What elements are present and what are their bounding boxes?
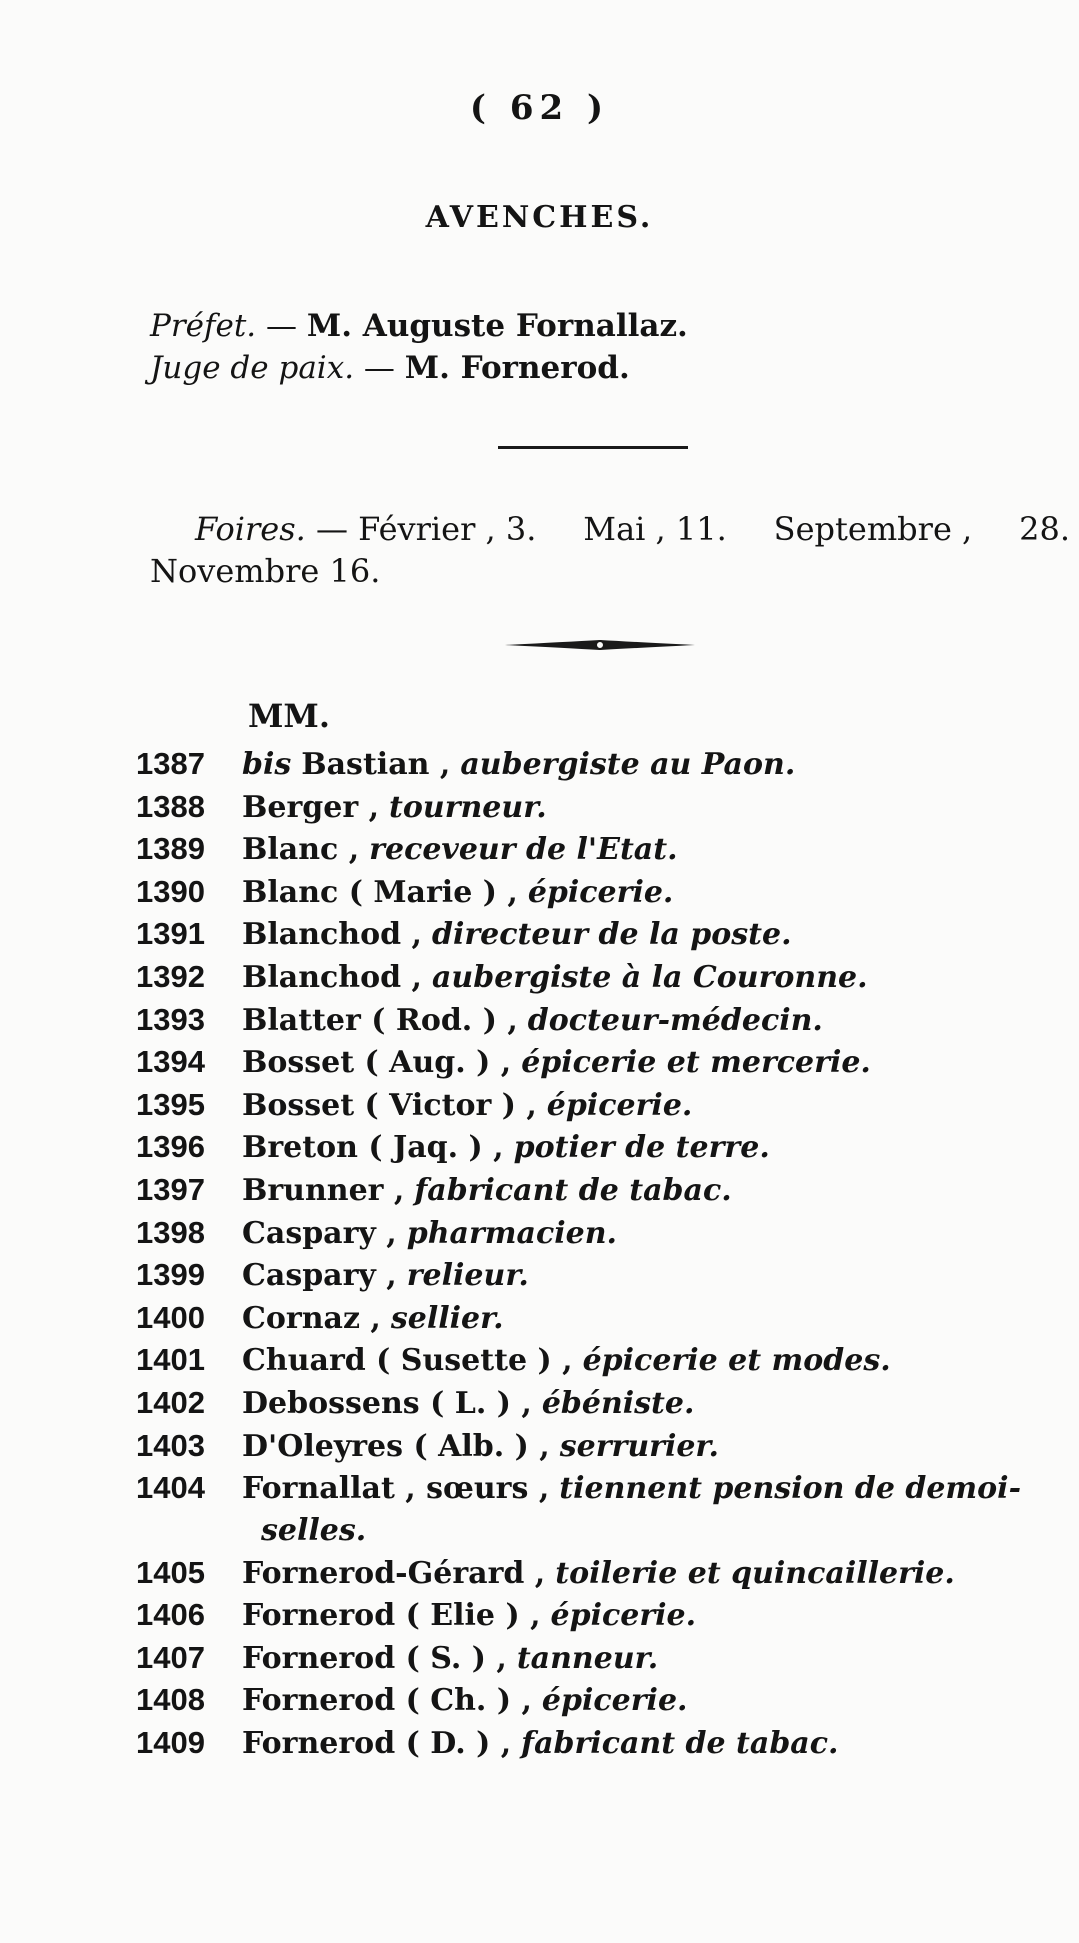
entry-name: Blanc ( Marie ) , <box>242 874 518 910</box>
entry-occupation: aubergiste au Paon. <box>460 747 796 782</box>
list-item <box>136 1342 1071 1385</box>
entry-occupation: aubergiste à la Couronne. <box>431 959 868 995</box>
list-item <box>136 1385 1071 1428</box>
entry-name: Fornerod ( Elie ) , <box>242 1598 541 1634</box>
entry-number: 1392 <box>136 958 205 994</box>
entry-name: Blanc , <box>242 832 360 868</box>
entry-occupation: pharmacien. <box>406 1215 617 1251</box>
entry-number: 1408 <box>136 1682 205 1718</box>
entry-name: Fornerod ( D. ) , <box>242 1726 512 1762</box>
entry-occupation: épicerie. <box>550 1598 697 1634</box>
mm-heading: MM. <box>248 697 330 735</box>
official-role: Préfet. <box>150 308 257 344</box>
entry-name: D'Oleyres ( Alb. ) , <box>242 1428 550 1464</box>
list-item <box>136 1172 1071 1215</box>
official-name: M. Fornerod. <box>404 350 630 386</box>
entry-name: Bosset ( Aug. ) , <box>242 1045 512 1081</box>
entry-number: 1407 <box>136 1639 205 1675</box>
entry-number: 1389 <box>136 831 205 867</box>
entry-name: Fornallat , sœurs , <box>242 1471 550 1507</box>
entry-number: 1406 <box>136 1597 205 1633</box>
entry-occupation: épicerie. <box>541 1683 688 1719</box>
entry-number: 1395 <box>136 1086 205 1122</box>
fairs-line-2: Novembre 16. <box>150 552 381 590</box>
entry-occupation: receveur de l'Etat. <box>369 832 678 868</box>
list-item <box>136 1087 1071 1130</box>
official-name: M. Auguste Fornallaz. <box>306 308 688 344</box>
entry-name: Brunner , <box>242 1172 405 1208</box>
list-item <box>136 1640 1071 1683</box>
fairs-label: Foires. <box>195 510 306 548</box>
entry-occupation: épicerie. <box>546 1087 693 1123</box>
entry-continuation: selles. <box>261 1512 367 1548</box>
list-item <box>136 1597 1071 1640</box>
entry-bis: bis <box>242 747 292 782</box>
page-number: ( 62 ) <box>469 88 610 128</box>
entry-name: Blanchod , <box>242 959 422 995</box>
entry-number: 1391 <box>136 916 205 952</box>
entry-number: 1394 <box>136 1044 205 1080</box>
entry-occupation: toilerie et quincaillerie. <box>555 1555 955 1591</box>
entry-name: Caspary , <box>242 1258 397 1294</box>
entry-number: 1402 <box>136 1384 205 1420</box>
entry-name: Fornerod ( S. ) , <box>242 1640 507 1676</box>
entry-number: 1398 <box>136 1214 205 1250</box>
list-item <box>136 916 1071 959</box>
official-separator: — <box>256 308 307 344</box>
official-prefect <box>150 308 688 344</box>
entry-occupation: potier de terre. <box>513 1130 770 1166</box>
entry-number: 1393 <box>136 1001 205 1037</box>
fairs-date: 28. <box>1019 510 1070 548</box>
official-judge <box>150 350 630 386</box>
list-item <box>136 1470 1071 1513</box>
list-item <box>136 1044 1071 1087</box>
entry-number: 1404 <box>136 1470 205 1506</box>
entry-name: Breton ( Jaq. ) , <box>242 1130 504 1166</box>
entry-name: Debossens ( L. ) , <box>242 1385 532 1421</box>
entry-occupation: docteur-médecin. <box>527 1002 823 1038</box>
fairs-date: Mai , 11. <box>583 510 727 548</box>
entry-occupation: tanneur. <box>516 1640 659 1676</box>
entry-name: Bastian , <box>301 747 451 782</box>
entry-name: Fornerod-Gérard , <box>242 1555 546 1591</box>
entry-occupation: ébéniste. <box>541 1385 695 1421</box>
entry-occupation: fabricant de tabac. <box>521 1726 839 1762</box>
entry-number: 1401 <box>136 1342 205 1378</box>
entry-occupation: épicerie et mercerie. <box>521 1045 871 1081</box>
ornament-divider <box>505 638 695 652</box>
official-separator: — <box>354 350 405 386</box>
entry-occupation: serrurier. <box>559 1428 719 1464</box>
entry-name: Chuard ( Susette ) , <box>242 1343 573 1379</box>
list-item <box>136 789 1071 832</box>
city-heading: AVENCHES. <box>425 200 654 235</box>
fairs-date: — Février , 3. <box>315 510 537 548</box>
list-item <box>136 1428 1071 1471</box>
entry-number: 1396 <box>136 1129 205 1165</box>
entry-number: 1405 <box>136 1554 205 1590</box>
list-item <box>136 1215 1071 1258</box>
list-item <box>136 874 1071 917</box>
entry-name: Caspary , <box>242 1215 397 1251</box>
entry-occupation: relieur. <box>406 1258 529 1294</box>
entry-number: 1399 <box>136 1257 205 1293</box>
list-item <box>136 1129 1071 1172</box>
entry-occupation: fabricant de tabac. <box>414 1172 732 1208</box>
entry-occupation: tiennent pension de demoi- <box>559 1471 1022 1507</box>
divider-rule <box>498 446 688 449</box>
entry-number: 1403 <box>136 1427 205 1463</box>
list-item <box>136 959 1071 1002</box>
list-item <box>136 831 1071 874</box>
directory-list <box>136 746 1071 1768</box>
entry-name: Blanchod , <box>242 917 422 953</box>
list-item <box>136 1002 1071 1045</box>
entry-occupation: sellier. <box>390 1300 504 1336</box>
fairs-date: Septembre , <box>773 510 973 548</box>
entry-occupation: tourneur. <box>389 789 547 825</box>
entry-name: Bosset ( Victor ) , <box>242 1087 537 1123</box>
entry-occupation: épicerie et modes. <box>582 1343 891 1379</box>
entry-number: 1390 <box>136 873 205 909</box>
fairs-paragraph <box>150 508 1070 592</box>
entry-number: 1409 <box>136 1725 205 1761</box>
list-item <box>136 1257 1071 1300</box>
entry-number: 1400 <box>136 1299 205 1335</box>
list-item <box>136 1300 1071 1343</box>
entry-name: Blatter ( Rod. ) , <box>242 1002 518 1038</box>
entry-occupation: épicerie. <box>527 874 674 910</box>
official-role: Juge de paix. <box>150 350 355 386</box>
list-item <box>136 1682 1071 1725</box>
entry-number: 1387 <box>136 746 205 781</box>
list-item <box>136 746 1071 789</box>
entry-number: 1388 <box>136 788 205 824</box>
list-item <box>136 1555 1071 1598</box>
fairs-line-1 <box>150 508 1070 550</box>
entry-occupation: directeur de la poste. <box>431 917 792 953</box>
entry-name: Cornaz , <box>242 1300 381 1336</box>
entry-name: Berger , <box>242 789 380 825</box>
entry-name: Fornerod ( Ch. ) , <box>242 1683 532 1719</box>
list-item <box>136 1725 1071 1768</box>
entry-number: 1397 <box>136 1171 205 1207</box>
